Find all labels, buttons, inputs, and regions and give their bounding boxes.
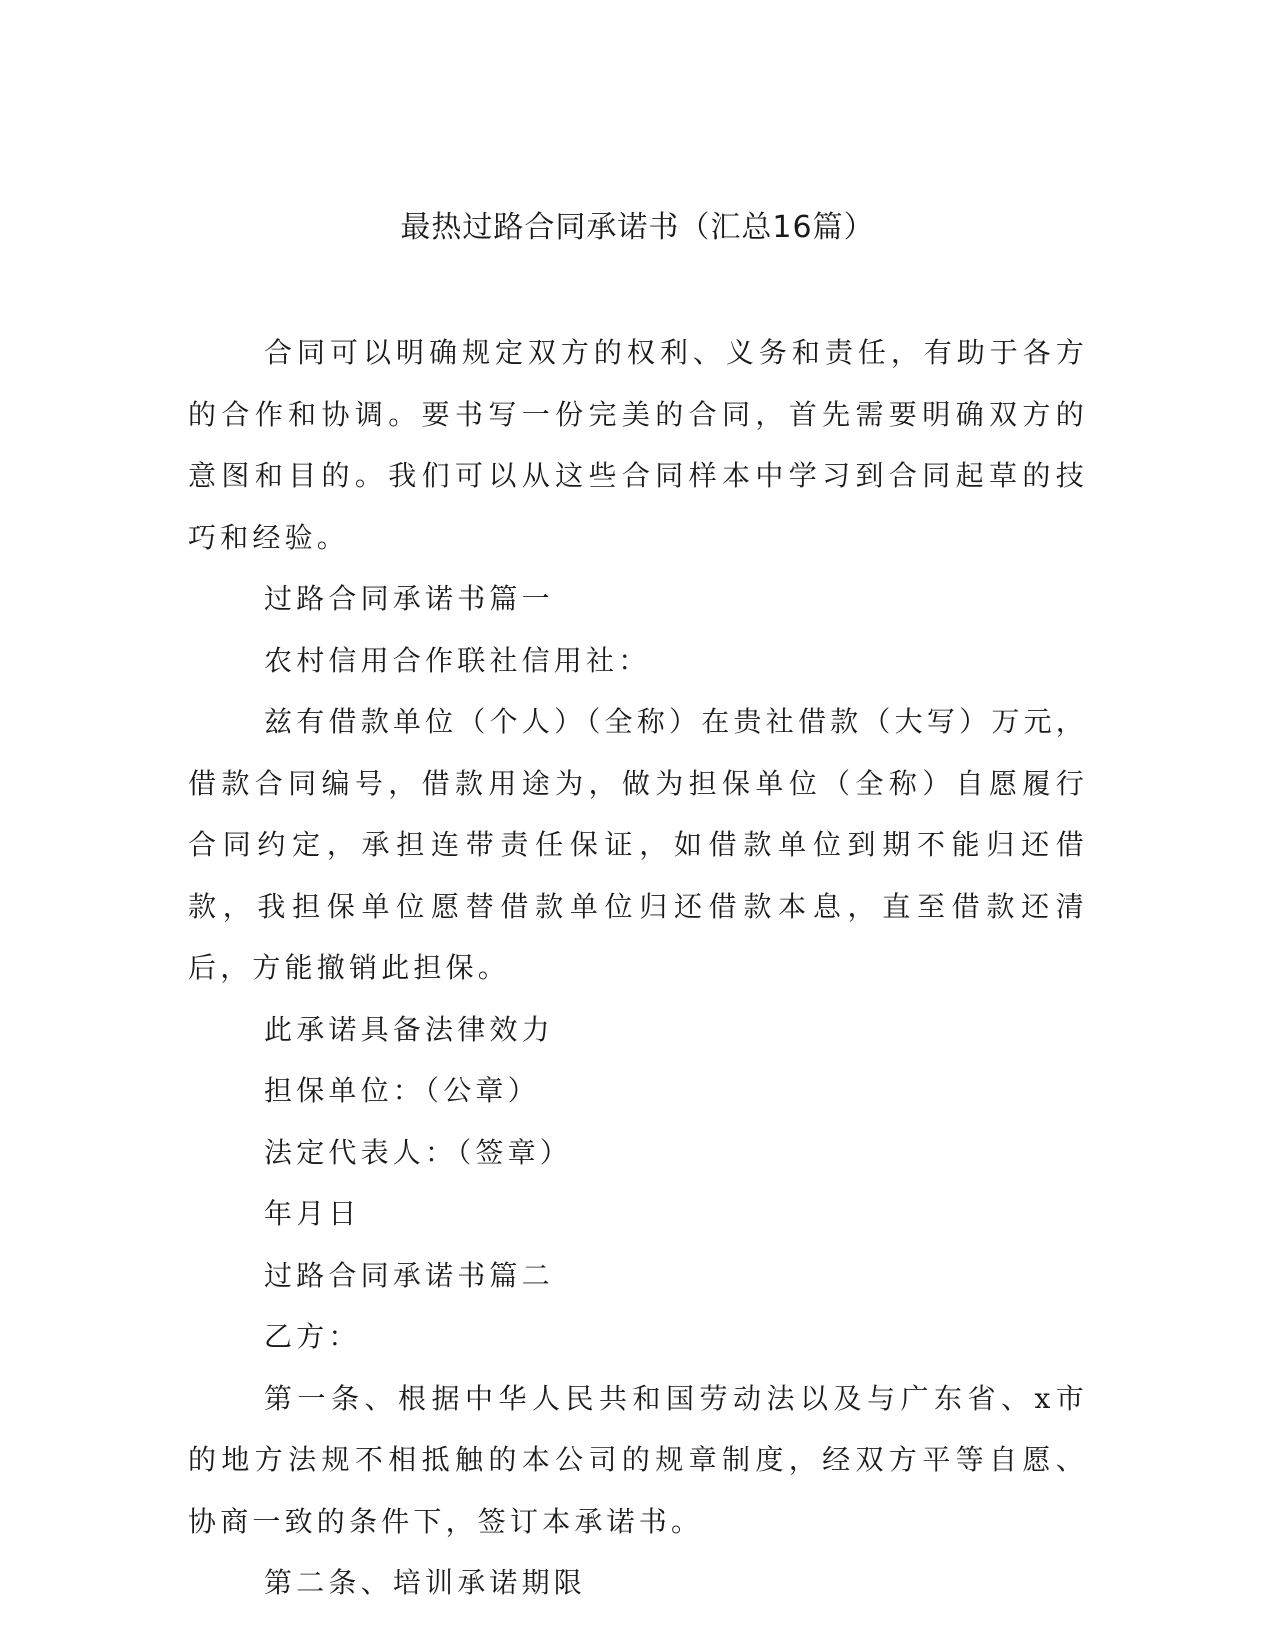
document-body [188, 322, 1088, 1614]
document-title: 最热过路合同承诺书（汇总16篇） [400, 210, 875, 245]
date-line: 年月日 [264, 1197, 361, 1230]
party-b-line: 乙方： [264, 1320, 361, 1353]
legal-effect-line: 此承诺具备法律效力 [264, 1012, 554, 1046]
section-heading-1: 过路合同承诺书篇一 [264, 582, 554, 615]
guarantor-seal-line: 担保单位：（公章） [264, 1074, 540, 1107]
section-heading-2: 过路合同承诺书篇二 [264, 1258, 554, 1292]
addressee-line: 农村信用合作联社信用社： [264, 643, 651, 677]
article-1-paragraph: 第一条、根据中华人民共和国劳动法以及与广东省、x市的地方法规不相抵触的本公司的规章制度，经双方平等自愿、协商一致的条件下，签订本承诺书。 [188, 1381, 1088, 1538]
intro-paragraph: 合同可以明确规定双方的权利、义务和责任，有助于各方的合作和协调。要书写一份完美的合同，首先需要明确双方的意图和目的。我们可以从这些合同样本中学习到合同起草的技巧和经验。 [188, 336, 1088, 554]
guarantee-paragraph: 兹有借款单位（个人）（全称）在贵社借款（大写）万元，借款合同编号，借款用途为，做为担保单位（全称）自愿履行合同约定，承担连带责任保证，如借款单位到期不能归还借款，我担保单位愿替借款单位归还借款本息，直至借款还清后，方能撤销此担保。 [188, 705, 1088, 984]
legal-rep-signature-line: 法定代表人：（签章） [264, 1135, 573, 1169]
article-2-heading: 第二条、培训承诺期限 [264, 1566, 587, 1599]
